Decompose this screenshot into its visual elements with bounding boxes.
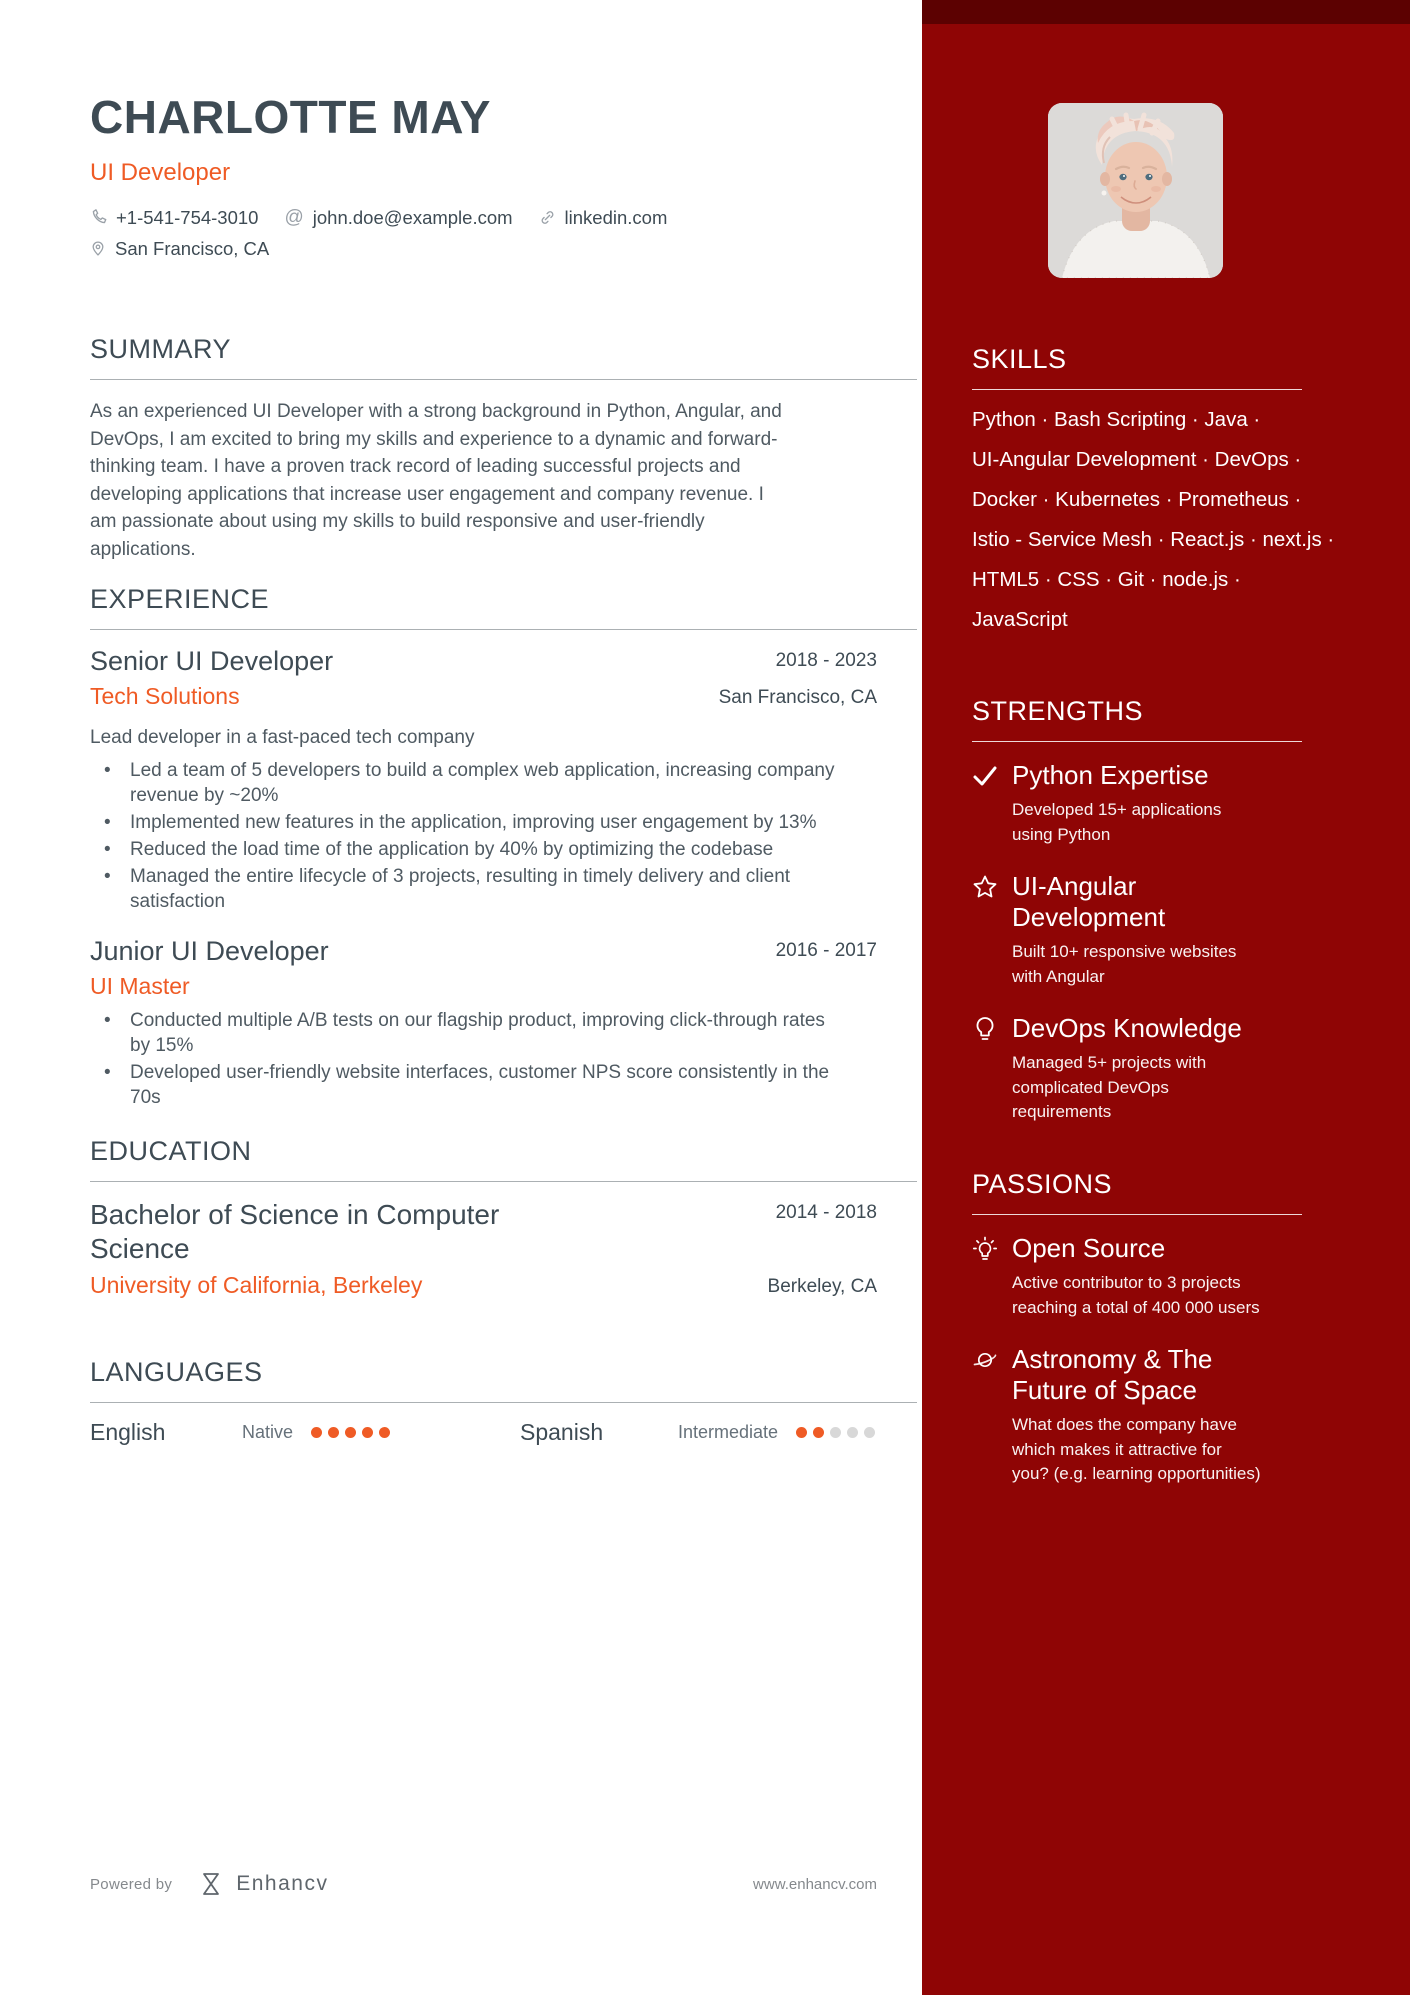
job-bullet: • Managed the entire lifecycle of 3 projects, resulting in timely delivery and client satisfaction <box>90 864 835 914</box>
level-dot <box>864 1427 875 1438</box>
language-level-dots <box>796 1427 875 1438</box>
education-dates: 2014 - 2018 <box>775 1202 877 1223</box>
contact-row-location <box>90 238 917 260</box>
level-dot <box>345 1427 356 1438</box>
job-company: UI Master <box>90 973 190 999</box>
summary-text: As an experienced UI Developer with a strong background in Python, Angular, and DevOps, I am excited to bring my skills and experience to a dynamic and forward-thinking team. I have a proven track record of leading successful projects and developing applications that increase user engagement and company revenue. I am passionate about using my skills to build responsive and user-friendly applications. <box>90 401 782 560</box>
sidebar <box>922 0 1410 1995</box>
passion-description: What does the company have which makes it attractive for you? (e.g. learning opportunities) <box>1012 1415 1261 1483</box>
section-divider <box>90 379 917 380</box>
sidebar-divider <box>972 1214 1302 1215</box>
job-bullet: • Implemented new features in the application, improving user engagement by 13% <box>90 810 835 835</box>
phone-icon <box>90 209 107 226</box>
location-text: San Francisco, CA <box>115 237 270 259</box>
bulb-icon <box>972 1016 998 1125</box>
header <box>90 92 917 260</box>
passion-description: Active contributor to 3 projects reaching a total of 400 000 users <box>1012 1273 1260 1317</box>
job-bullet-list <box>90 1008 835 1110</box>
job-bullet: • Reduced the load time of the application by 40% by optimizing the codebase <box>90 837 835 862</box>
passion-item <box>972 1344 1302 1487</box>
summary-section <box>90 334 917 563</box>
language-level-dots <box>311 1427 390 1438</box>
job-bullet: • Developed user-friendly website interfaces, customer NPS score consistently in the 70s <box>90 1060 835 1110</box>
skill-line: HTML5 · CSS · Git · node.js · <box>972 568 1241 591</box>
footer <box>90 1872 917 1896</box>
skill-line: Docker · Kubernetes · Prometheus · <box>972 488 1302 511</box>
strength-description: Managed 5+ projects with complicated DevOps requirements <box>1012 1053 1207 1121</box>
strength-item <box>972 1013 1302 1125</box>
strength-item <box>972 760 1302 847</box>
summary-heading: SUMMARY <box>90 334 232 364</box>
languages-section <box>90 1357 917 1446</box>
skills-section <box>972 344 1335 640</box>
degree-title: Bachelor of Science in Computer Science <box>90 1199 500 1264</box>
job-bullet-list <box>90 758 835 914</box>
level-dot <box>847 1427 858 1438</box>
enhancv-logo-icon <box>196 1872 226 1896</box>
passions-section <box>972 1169 1302 1487</box>
job-title: Senior UI Developer <box>90 646 334 676</box>
education-heading: EDUCATION <box>90 1136 252 1166</box>
site-url[interactable]: www.enhancv.com <box>753 1875 877 1893</box>
section-divider <box>90 1181 917 1182</box>
contact-row <box>90 207 917 229</box>
job-company: Tech Solutions <box>90 683 240 709</box>
planet-icon <box>972 1347 998 1487</box>
job-entry <box>90 646 917 914</box>
strength-item <box>972 871 1302 989</box>
strength-description: Developed 15+ applications using Python <box>1012 800 1222 844</box>
strength-title: DevOps Knowledge <box>1012 1013 1242 1043</box>
language-name: Spanish <box>520 1419 604 1445</box>
section-divider <box>90 629 917 630</box>
brand-name: Enhancv <box>236 1872 329 1895</box>
job-bullet: • Led a team of 5 developers to build a complex web application, increasing company revenue by ~20% <box>90 758 835 808</box>
phone-contact <box>90 207 258 229</box>
education-location: Berkeley, CA <box>767 1276 877 1297</box>
level-dot <box>328 1427 339 1438</box>
job-entry <box>90 936 917 1110</box>
profile-photo <box>1048 103 1223 278</box>
skill-line: Python · Bash Scripting · Java · <box>972 408 1261 431</box>
job-bullet: • Conducted multiple A/B tests on our flagship product, improving click-through rates by 15% <box>90 1008 835 1058</box>
sidebar-divider <box>972 741 1302 742</box>
person-name: CHARLOTTE MAY <box>90 91 491 143</box>
job-dates: 2016 - 2017 <box>775 940 877 961</box>
language-item <box>520 1419 875 1446</box>
brand-logo <box>196 1872 328 1896</box>
language-level: Intermediate <box>677 1422 778 1442</box>
level-dot <box>813 1427 824 1438</box>
linkedin-contact[interactable] <box>539 207 668 229</box>
passion-item <box>972 1233 1302 1320</box>
school-name: University of California, Berkeley <box>90 1272 423 1298</box>
level-dot <box>362 1427 373 1438</box>
languages-heading: LANGUAGES <box>90 1357 263 1387</box>
level-dot <box>379 1427 390 1438</box>
experience-heading: EXPERIENCE <box>90 584 270 614</box>
sidebar-divider <box>972 389 1302 390</box>
level-dot <box>311 1427 322 1438</box>
education-section <box>90 1136 917 1299</box>
job-title: Junior UI Developer <box>90 936 329 966</box>
job-location: San Francisco, CA <box>718 687 877 708</box>
powered-by-label: Powered by <box>90 1875 173 1893</box>
skill-line: Istio - Service Mesh · React.js · next.js · <box>972 528 1335 551</box>
strength-description: Built 10+ responsive websites with Angular <box>1012 942 1237 986</box>
strength-title: UI-Angular Development <box>1012 871 1166 932</box>
skill-line: UI-Angular Development · DevOps · <box>972 448 1302 471</box>
location-pin-icon <box>90 240 106 257</box>
level-dot <box>796 1427 807 1438</box>
language-name: English <box>90 1419 166 1445</box>
email-address[interactable]: john.doe@example.com <box>312 206 513 228</box>
skills-heading: SKILLS <box>972 344 1067 374</box>
passion-title: Open Source <box>1012 1233 1166 1263</box>
skills-list <box>972 400 1335 640</box>
star-icon <box>972 874 998 989</box>
main-column <box>90 0 917 1995</box>
passion-title: Astronomy & The Future of Space <box>1012 1344 1213 1405</box>
idea-icon <box>972 1236 998 1320</box>
job-dates: 2018 - 2023 <box>775 650 877 671</box>
sidebar-top-band <box>922 0 1410 24</box>
phone-number: +1-541-754-3010 <box>116 206 259 228</box>
strengths-section <box>972 696 1302 1125</box>
experience-section <box>90 584 917 1112</box>
link-icon <box>539 209 556 226</box>
check-icon <box>972 763 998 847</box>
level-dot <box>830 1427 841 1438</box>
language-level: Native <box>241 1422 293 1442</box>
section-divider <box>90 1402 917 1403</box>
skill-line: JavaScript <box>972 608 1068 631</box>
job-description: Lead developer in a fast-paced tech company <box>90 727 475 748</box>
email-icon: @ <box>284 207 304 229</box>
strength-title: Python Expertise <box>1012 760 1209 790</box>
location-contact <box>90 238 269 260</box>
linkedin-url[interactable]: linkedin.com <box>564 206 668 228</box>
person-title: UI Developer <box>90 158 231 186</box>
email-contact[interactable] <box>284 207 512 229</box>
language-item <box>90 1419 390 1446</box>
strengths-heading: STRENGTHS <box>972 696 1144 726</box>
passions-heading: PASSIONS <box>972 1169 1113 1199</box>
